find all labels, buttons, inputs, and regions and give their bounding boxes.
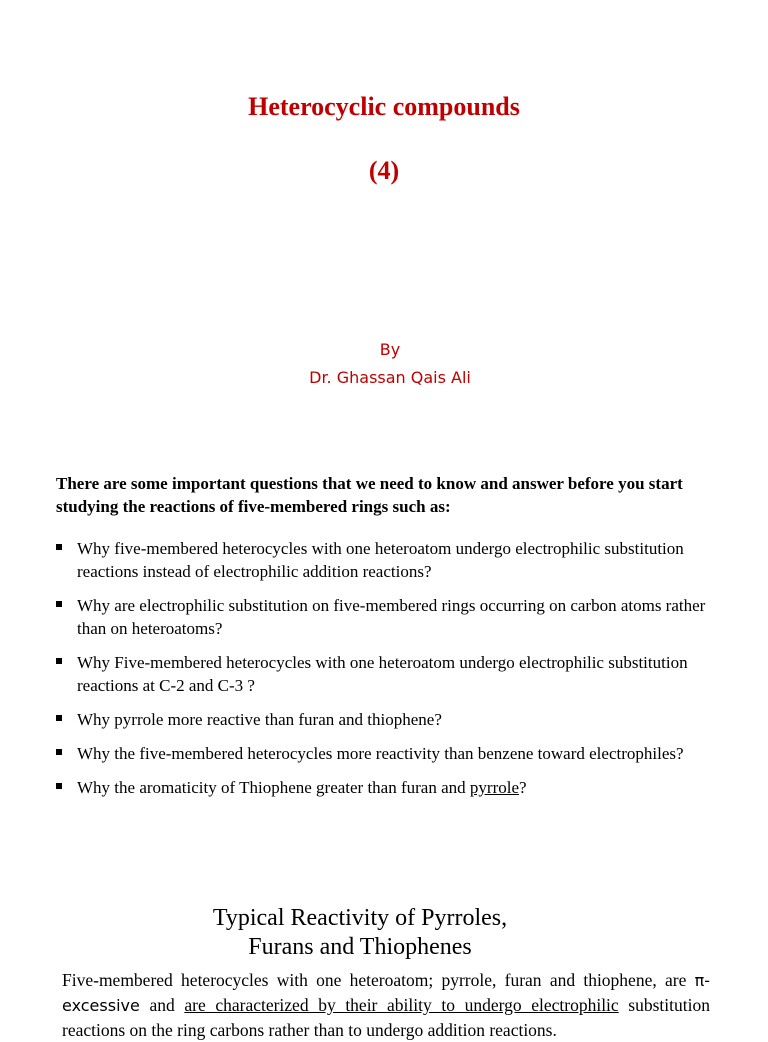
list-item bbox=[56, 776, 716, 799]
question-text-part: ? bbox=[519, 778, 527, 797]
intro-paragraph: There are some important questions that we need to know and answer before you start studying the reactions of five-membered rings such as: bbox=[56, 474, 683, 516]
section-heading bbox=[0, 904, 720, 962]
bullet-square-icon bbox=[56, 601, 62, 607]
question-text: Why five-membered heterocycles with one heteroatom undergo electrophilic substitution reactions instead of electrophilic addition reactions? bbox=[77, 539, 684, 581]
question-text: Why the five-membered heterocycles more reactivity than benzene toward electrophiles? bbox=[77, 744, 684, 763]
question-text bbox=[77, 778, 527, 797]
list-item bbox=[56, 537, 716, 583]
question-text-part: Why the aromaticity of Thiophene greater than furan and bbox=[77, 778, 470, 797]
page-title: Heterocyclic compounds bbox=[248, 92, 520, 121]
questions-list bbox=[56, 537, 716, 810]
underlined-term: pyrrole bbox=[469, 778, 519, 797]
question-text: Why are electrophilic substitution on five-membered rings occurring on carbon atoms rather than on heteroatoms? bbox=[77, 596, 706, 638]
paragraph-text: Five-membered heterocycles with one heteroatom; pyrrole, furan and thiophene, are bbox=[62, 970, 687, 990]
list-item bbox=[56, 708, 716, 731]
section-heading-line: Furans and Thiophenes bbox=[248, 934, 472, 960]
bullet-square-icon bbox=[56, 544, 62, 550]
pi-excessive-term: π-excessive bbox=[62, 971, 711, 1015]
paragraph-text: and bbox=[139, 995, 185, 1015]
list-item bbox=[56, 651, 716, 697]
bullet-square-icon bbox=[56, 783, 62, 789]
question-text: Why pyrrole more reactive than furan and thiophene? bbox=[77, 710, 442, 729]
paragraph-text: substitution reactions on the ring carbons rather than to undergo addition reactions. bbox=[62, 995, 710, 1040]
author-by-label: By bbox=[379, 340, 401, 359]
bullet-square-icon bbox=[56, 715, 62, 721]
question-text: Why Five-membered heterocycles with one heteroatom undergo electrophilic substitution reactions at C-2 and C-3 ? bbox=[77, 653, 688, 695]
bullet-square-icon bbox=[56, 749, 62, 755]
list-item bbox=[56, 594, 716, 640]
bullet-square-icon bbox=[56, 658, 62, 664]
list-item bbox=[56, 742, 716, 765]
section-heading-line: Typical Reactivity of Pyrroles, bbox=[212, 905, 508, 931]
author-name: Dr. Ghassan Qais Ali bbox=[309, 368, 471, 387]
body-paragraph bbox=[62, 968, 710, 1042]
lecture-number: (4) bbox=[368, 156, 400, 185]
underlined-phrase: are characterized by their ability to undergo electrophilic bbox=[184, 995, 619, 1015]
